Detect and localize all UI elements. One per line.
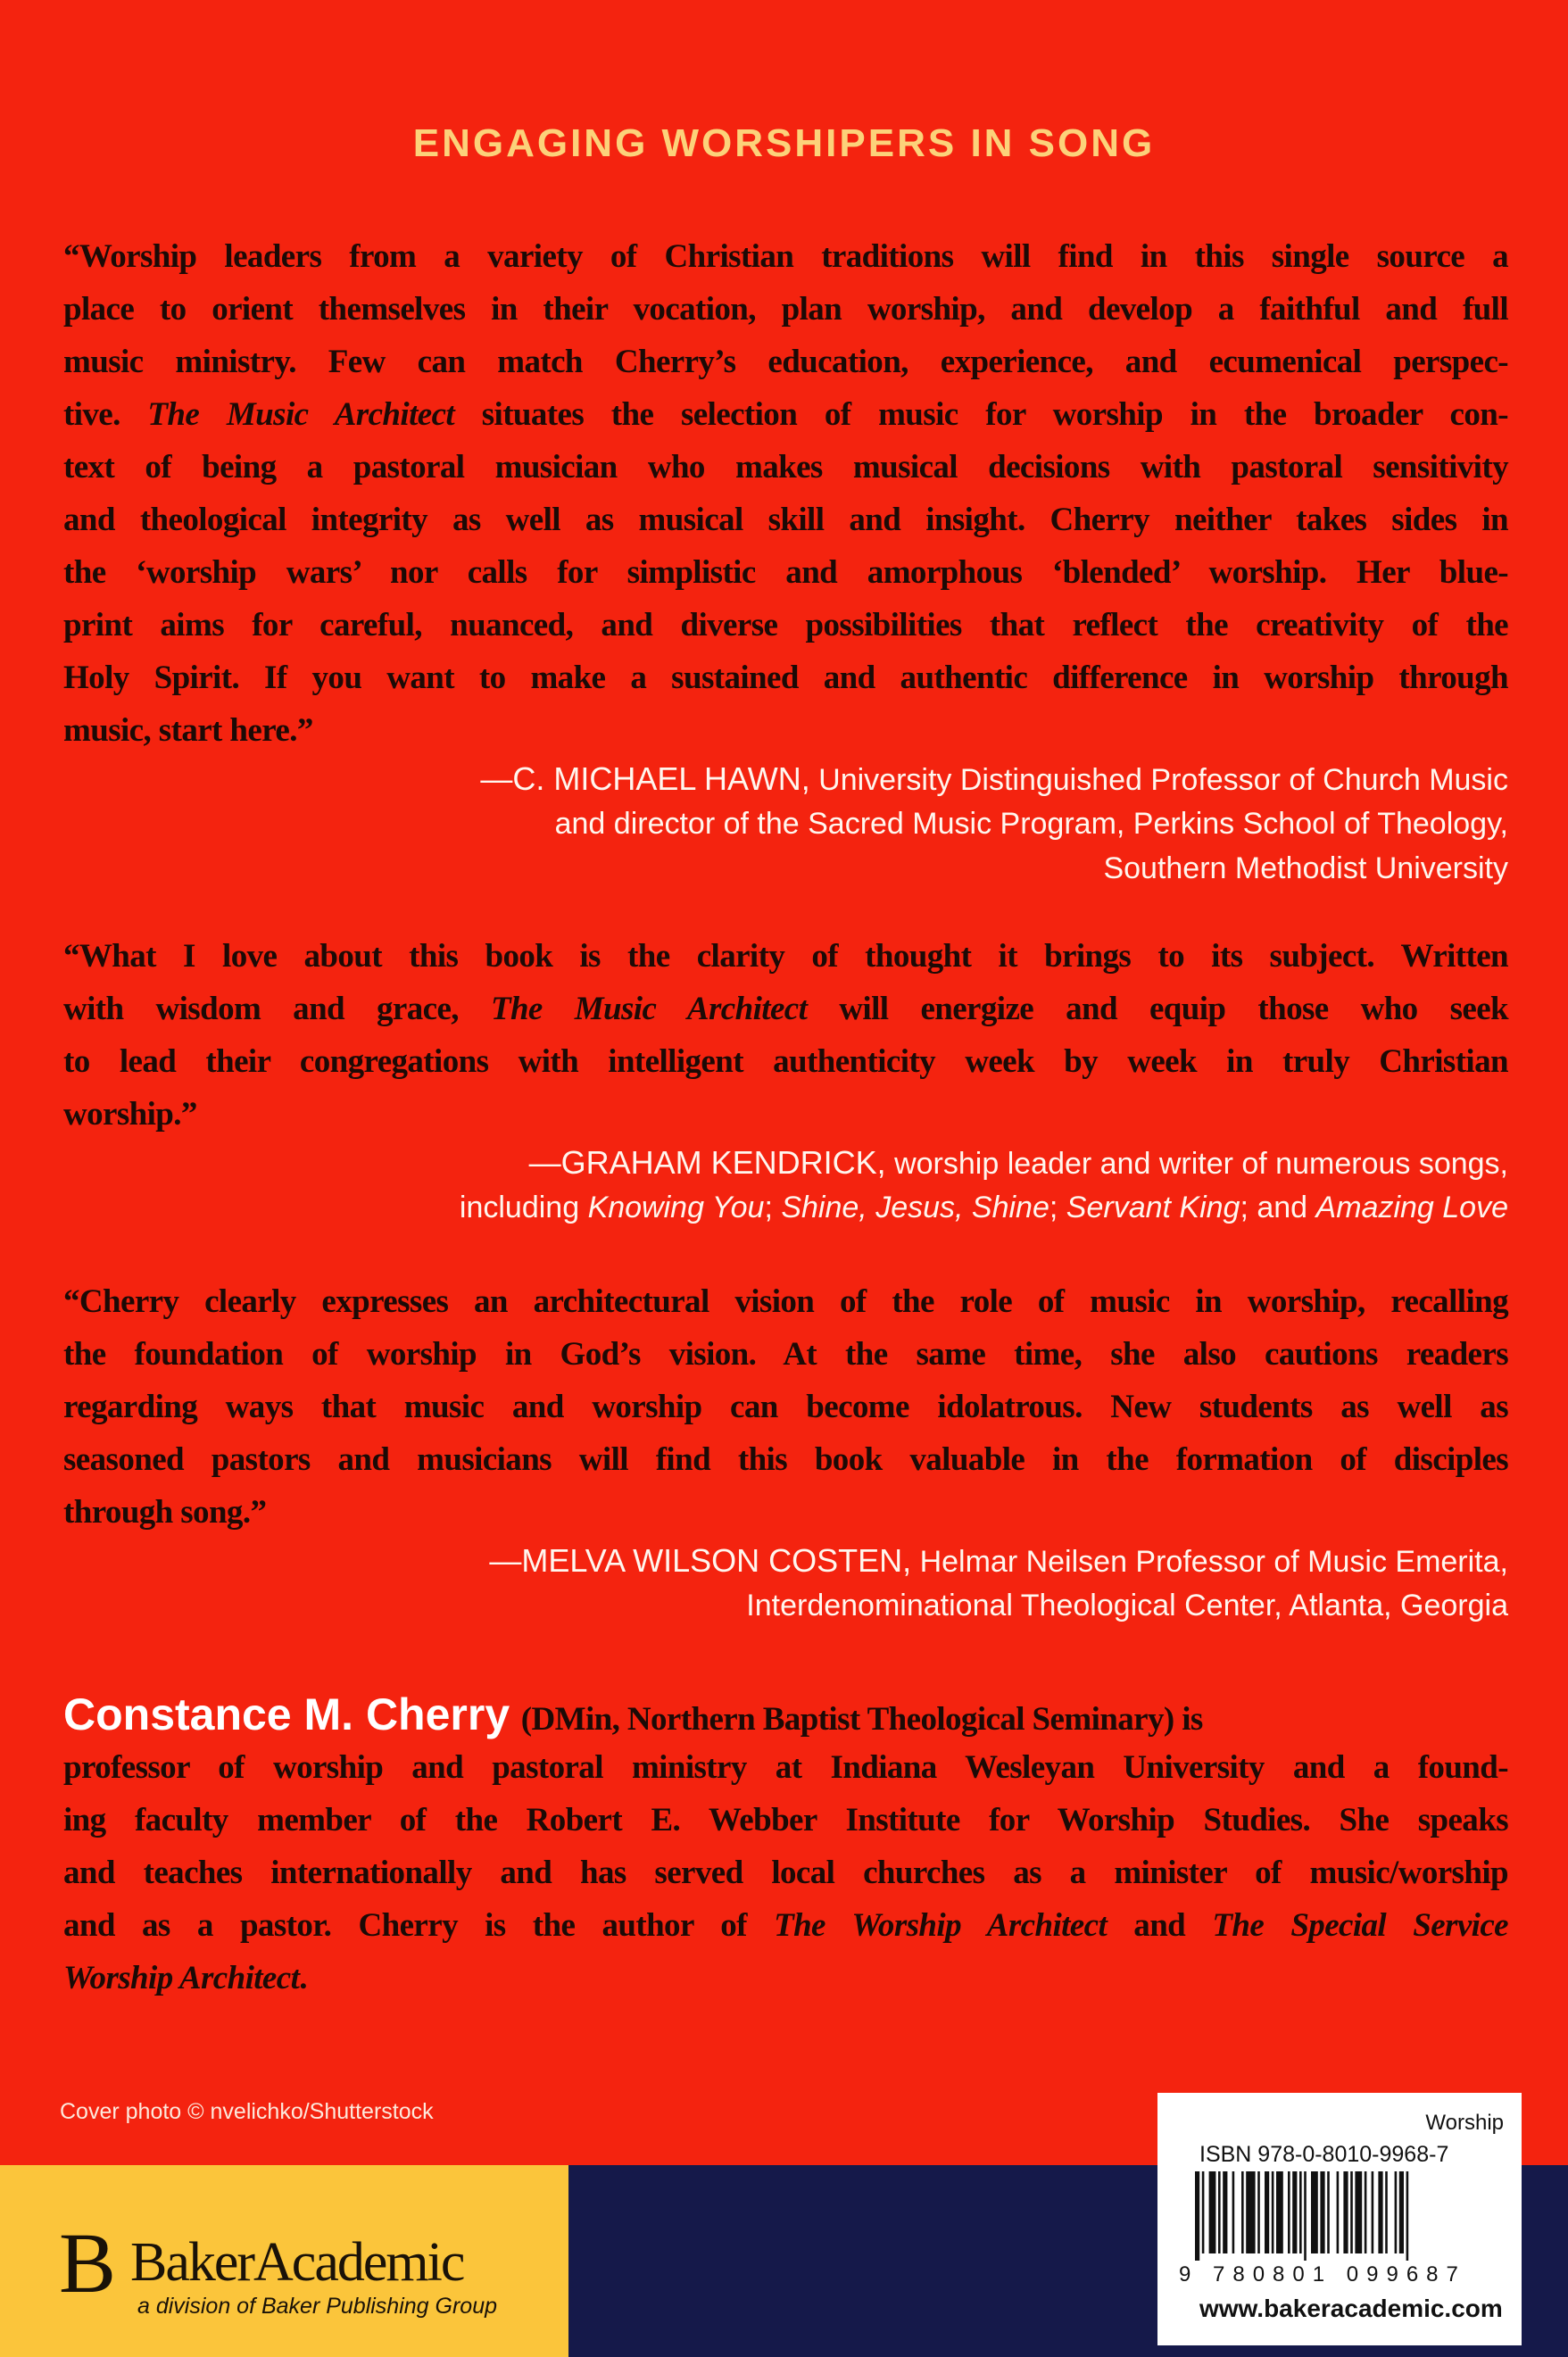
barcode-bar	[1365, 2171, 1367, 2253]
cover-photo-credit: Cover photo © nvelichko/Shutterstock	[60, 2099, 434, 2124]
text-run: worship leader and writer of numerous songs,	[885, 1147, 1508, 1181]
barcode-bar	[1355, 2171, 1362, 2253]
barcode-bar	[1218, 2171, 1221, 2253]
italic-title: Servant King	[1066, 1191, 1240, 1224]
quote-line	[63, 1088, 1508, 1141]
quote-line	[63, 930, 1508, 983]
attribution-line	[63, 846, 1508, 891]
quote-line	[63, 546, 1508, 599]
quote-attribution	[63, 1539, 1508, 1628]
quote-line	[63, 704, 1508, 757]
barcode-bar	[1399, 2171, 1404, 2253]
text-run: will energize and equip those who seek	[807, 991, 1508, 1027]
barcode-bar	[1395, 2171, 1398, 2253]
text-run: Holy Spirit. If you want to make a sustained and authentic difference in worship through	[63, 660, 1508, 696]
barcode-bar	[1327, 2171, 1330, 2253]
italic-title: Shine, Jesus, Shine	[781, 1191, 1049, 1224]
endorser-name: —GRAHAM KENDRICK,	[528, 1144, 886, 1181]
quote-attribution	[63, 1141, 1508, 1230]
quote-line	[63, 388, 1508, 441]
quote-costen	[63, 1275, 1508, 1628]
text-run: including	[459, 1191, 588, 1224]
text-run: and	[1107, 1907, 1213, 1944]
text-run: University Distinguished Professor of Church Music	[809, 763, 1508, 797]
text-run: situates the selection of music for worship in the broader con-	[454, 396, 1508, 433]
barcode-bar	[1195, 2171, 1199, 2261]
barcode-bar	[1202, 2171, 1205, 2253]
text-run: ;	[764, 1191, 782, 1224]
bio-line	[63, 1899, 1508, 1952]
text-run: and theological integrity as well as musical skill and insight. Cherry neither takes sides in	[63, 502, 1508, 538]
quote-line	[63, 983, 1508, 1035]
quote-kendrick	[63, 930, 1508, 1230]
text-run: the foundation of worship in God’s vision. At the same time, she also cautions readers	[63, 1336, 1508, 1373]
text-run: the ‘worship wars’ nor calls for simplistic and amorphous ‘blended’ worship. Her blue-	[63, 554, 1508, 591]
barcode-bar	[1311, 2171, 1318, 2253]
baker-logo-icon: B	[59, 2215, 117, 2311]
italic-title: The Music Architect	[490, 991, 808, 1027]
text-run: text of being a pastoral musician who makes musical decisions with pastoral sensitivity	[63, 449, 1508, 486]
barcode-bar	[1372, 2171, 1374, 2253]
quote-line	[63, 336, 1508, 388]
quote-body	[63, 230, 1508, 757]
text-run: place to orient themselves in their vocation, plan worship, and develop a faithful and full	[63, 291, 1508, 328]
attribution-line	[63, 1539, 1508, 1583]
barcode-bar	[1385, 2171, 1388, 2253]
publisher-name: BakerAcademic	[130, 2232, 464, 2293]
quote-body	[63, 1275, 1508, 1539]
quote-line	[63, 1328, 1508, 1381]
barcode-bar	[1337, 2171, 1340, 2253]
text-run: with wisdom and grace,	[63, 991, 491, 1027]
quote-line	[63, 651, 1508, 704]
barcode-bar	[1272, 2171, 1274, 2253]
text-run: ; and	[1240, 1191, 1316, 1224]
barcode-bar	[1209, 2171, 1216, 2253]
attribution-line	[63, 1583, 1508, 1628]
text-run: ing faculty member of the Robert E. Webber Institute for Worship Studies. She speaks	[63, 1802, 1508, 1838]
barcode-digits: 9 780801 099687	[1179, 2262, 1466, 2286]
attribution-line	[63, 1185, 1508, 1230]
bio-line	[63, 1689, 1508, 1741]
publisher-subtitle: a division of Baker Publishing Group	[137, 2294, 498, 2319]
text-run: and as a pastor. Cherry is the author of	[63, 1907, 775, 1944]
attribution-line	[63, 757, 1508, 801]
text-run: music, start here.”	[63, 712, 313, 749]
text-run: Interdenominational Theological Center, Atlanta, Georgia	[746, 1589, 1508, 1623]
barcode-bar	[1265, 2171, 1269, 2253]
quote-attribution	[63, 757, 1508, 891]
text-run: tive.	[63, 396, 148, 433]
text-run: “Worship leaders from a variety of Christian traditions will find in this single source a	[63, 238, 1508, 275]
author-name: Constance M. Cherry	[63, 1689, 510, 1739]
endorser-name: —C. MICHAEL HAWN,	[480, 760, 810, 797]
barcode-bar	[1292, 2171, 1297, 2253]
text-run: and teaches internationally and has served local churches as a minister of music/worship	[63, 1855, 1508, 1891]
quote-line	[63, 441, 1508, 494]
barcode-box	[1157, 2093, 1522, 2345]
barcode-bar	[1241, 2171, 1244, 2253]
quote-line	[63, 494, 1508, 546]
quote-line	[63, 1035, 1508, 1088]
text-run: through song.”	[63, 1494, 267, 1531]
text-run: to lead their congregations with intelligent authenticity week by week in truly Christian	[63, 1043, 1508, 1080]
italic-title: The Special Service	[1212, 1907, 1509, 1944]
bio-line	[63, 1794, 1508, 1847]
text-run: and director of the Sacred Music Program, Perkins School of Theology,	[554, 807, 1508, 841]
text-run: .	[299, 1960, 307, 1996]
quote-line	[63, 283, 1508, 336]
text-run: “Cherry clearly expresses an architectural vision of the role of music in worship, recalling	[63, 1283, 1508, 1320]
attribution-line	[63, 1141, 1508, 1185]
text-run: ;	[1049, 1191, 1066, 1224]
barcode-bar	[1304, 2171, 1307, 2261]
barcode-bar	[1288, 2171, 1290, 2253]
text-run: print aims for careful, nuanced, and diverse possibilities that reflect the creativity of the	[63, 607, 1508, 643]
italic-title: Amazing Love	[1315, 1191, 1508, 1224]
text-run: worship.”	[63, 1096, 197, 1133]
barcode-bar	[1257, 2171, 1260, 2253]
bio-line	[63, 1952, 1508, 2004]
barcode-bar	[1350, 2171, 1353, 2253]
quote-hawn	[63, 230, 1508, 891]
section-title: ENGAGING WORSHIPERS IN SONG	[412, 121, 1156, 165]
barcode-bar	[1378, 2171, 1382, 2253]
italic-title: The Music Architect	[147, 396, 455, 433]
text-run: Helmar Neilsen Professor of Music Emerita,	[911, 1545, 1508, 1579]
attribution-line	[63, 801, 1508, 846]
barcode-bar	[1232, 2171, 1235, 2253]
quote-line	[63, 230, 1508, 283]
barcode-bar	[1406, 2171, 1409, 2261]
quote-line	[63, 1275, 1508, 1328]
quote-line	[63, 1381, 1508, 1433]
barcode-bar	[1246, 2171, 1255, 2253]
endorser-name: —MELVA WILSON COSTEN,	[489, 1542, 912, 1579]
quote-body	[63, 930, 1508, 1141]
italic-title: The Worship Architect	[774, 1907, 1108, 1944]
text-run: Southern Methodist University	[1103, 851, 1508, 885]
italic-title: Worship Architect	[63, 1960, 300, 1996]
text-run: (DMin, Northern Baptist Theological Seminary) is	[513, 1701, 1203, 1738]
barcode-bar	[1223, 2171, 1227, 2253]
text-run: “What I love about this book is the clarity of thought it brings to its subject. Written	[63, 938, 1508, 975]
isbn-label: ISBN 978-0-8010-9968-7	[1199, 2142, 1449, 2167]
barcode-bar	[1343, 2171, 1348, 2253]
text-run: professor of worship and pastoral ministry at Indiana Wesleyan University and a found-	[63, 1749, 1508, 1786]
italic-title: Knowing You	[587, 1191, 765, 1224]
text-run: seasoned pastors and musicians will find this book valuable in the formation of disciples	[63, 1441, 1508, 1478]
quote-line	[63, 1486, 1508, 1539]
text-run: music ministry. Few can match Cherry’s education, experience, and ecumenical perspec-	[63, 344, 1508, 380]
barcode-bar	[1299, 2171, 1302, 2253]
barcode-icon	[1195, 2171, 1481, 2261]
barcode-bar	[1320, 2171, 1324, 2253]
publisher-url: www.bakeracademic.com	[1199, 2295, 1503, 2322]
bio-line	[63, 1847, 1508, 1899]
author-bio	[63, 1689, 1508, 2004]
quote-line	[63, 1433, 1508, 1486]
quote-line	[63, 599, 1508, 651]
barcode-bar	[1276, 2171, 1283, 2253]
text-run: regarding ways that music and worship can become idolatrous. New students as well as	[63, 1389, 1508, 1425]
category-label: Worship	[1425, 2111, 1504, 2135]
bio-line	[63, 1741, 1508, 1794]
